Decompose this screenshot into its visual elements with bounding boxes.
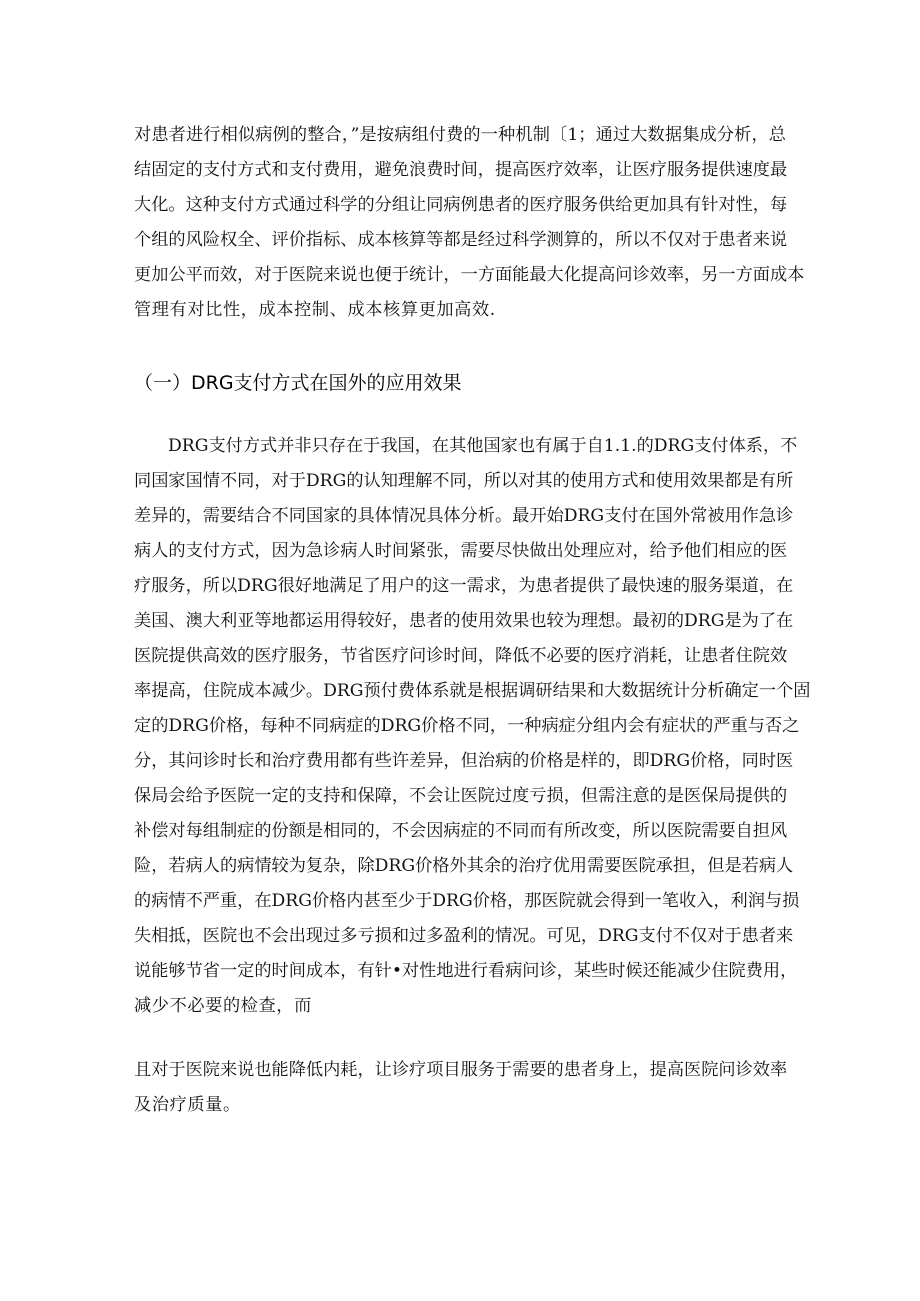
text-line: 定的DRG价格，每种不同病症的DRG价格不同，一种病症分组内会有症状的严重与否之	[134, 716, 800, 736]
text-line: 对患者进行相似病例的整合，”是按病组付费的一种机制〔1；通过大数据集成分析，总	[134, 125, 786, 145]
text-line: 结固定的支付方式和支付费用，避免浪费时间，提高医疗效率，让医疗服务提供速度最	[134, 160, 788, 180]
text-line: 大化。这种支付方式通过科学的分组让同病例患者的医疗服务供给更加具有针对性，每	[134, 195, 788, 215]
text-line: 更加公平而效，对于医院来说也便于统计，一方面能最大化提高问诊效率，另一方面成本	[134, 265, 805, 285]
text-line: 失相抵，医院也不会出现过多亏损和过多盈利的情况。可见，DRG支付不仅对于患者来	[134, 926, 794, 946]
text-line: 管理有对比性，成本控制、成本核算更加高效.	[134, 300, 496, 320]
text-line: 减少不必要的检查，而	[134, 996, 312, 1016]
text-line: 病人的支付方式，因为急诊病人时间紧张，需要尽快做出处理应对，给予他们相应的医	[134, 541, 788, 561]
text-line: 险，若病人的病情较为复杂，除DRG价格外其余的治疗优用需要医院承担，但是若病人	[134, 856, 794, 876]
text-line: 且对于医院来说也能降低内耗，让诊疗项目服务于需要的患者身上，提高医院问诊效率	[134, 1060, 788, 1080]
text-line: 差异的，需要结合不同国家的具体情况具体分析。最开始DRG支付在国外常被用作急诊	[134, 506, 794, 526]
section-heading: （一）DRG支付方式在国外的应用效果	[134, 372, 462, 394]
text-line: 保局会给予医院一定的支持和保障，不会让医院过度亏损，但需注意的是医保局提供的	[134, 786, 788, 806]
text-line: 补偿对每组制症的份额是相同的，不会因病症的不同而有所改变，所以医院需要自担风	[134, 821, 788, 841]
text-line: 美国、澳大利亚等地都运用得较好，患者的使用效果也较为理想。最初的DRG是为了在	[134, 611, 794, 631]
text-line: 医院提供高效的医疗服务，节省医疗问诊时间，降低不必要的医疗消耗，让患者住院效	[134, 646, 788, 666]
text-line: 分，其问诊时长和治疗费用都有些许差异，但治病的价格是样的，即DRG价格，同时医	[134, 751, 794, 771]
text-line: 率提高，住院成本减少。DRG预付费体系就是根据调研结果和大数据统计分析确定一个固	[134, 681, 811, 701]
text-line: DRG支付方式并非只存在于我国，在其他国家也有属于自1.1.的DRG支付体系，不	[168, 436, 798, 456]
text-line: 的病情不严重，在DRG价格内甚至少于DRG价格，那医院就会得到一笔收入，利润与损	[134, 891, 800, 911]
text-line: 说能够节省一定的时间成本，有针•对性地进行看病问诊，某些时候还能减少住院费用，	[134, 961, 798, 981]
text-line: 及治疗质量。	[134, 1095, 241, 1115]
text-line: 同国家国情不同，对于DRG的认知理解不同，所以对其的使用方式和使用效果都是有所	[134, 471, 794, 491]
text-line: 疗服务，所以DRG很好地满足了用户的这一需求，为患者提供了最快速的服务渠道，在	[134, 576, 794, 596]
text-line: 个组的风险权全、评价指标、成本核算等都是经过科学测算的，所以不仅对于患者来说	[134, 230, 788, 250]
